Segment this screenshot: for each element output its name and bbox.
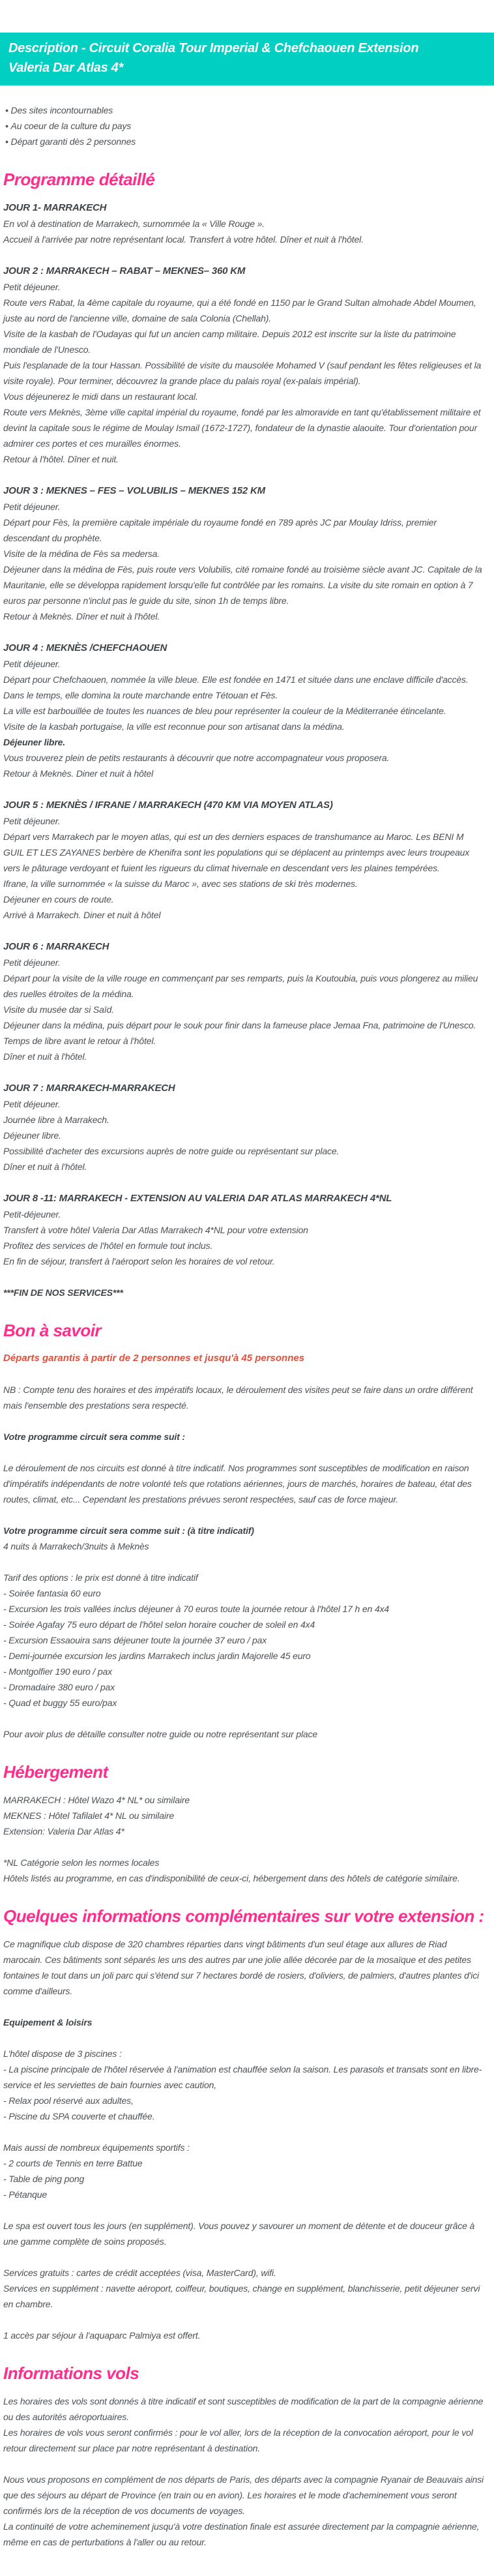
paragraph: - Piscine du SPA couverte et chauffée. bbox=[3, 2111, 155, 2121]
paragraph: Visite du musée dar si Saïd. bbox=[3, 1004, 114, 1015]
paragraph: 4 nuits à Marrakech/3nuits à Meknès bbox=[3, 1541, 149, 1551]
paragraph: Petit déjeuner. bbox=[3, 1099, 61, 1109]
paragraph: - La piscine principale de l'hôtel réservée à l'animation est chauffée selon la saison. Les parasols et transats sont en libre-service et les serviettes de bain fournies avec caution, bbox=[3, 2064, 482, 2090]
paragraph: - Dromadaire 380 euro / pax bbox=[3, 1682, 115, 1692]
highlight-item: • Des sites incontournables bbox=[3, 102, 485, 118]
paragraph: Retour à l'hôtel. Dîner et nuit. bbox=[3, 454, 119, 464]
paragraph: Le spa est ouvert tous les jours (en supplément). Vous pouvez y savourer un moment de détente et de douceur grâce à une gamme complète de soins proposés. bbox=[3, 2221, 475, 2247]
paragraph: 1 accès par séjour à l'aquaparc Palmiya est offert. bbox=[3, 2330, 201, 2341]
paragraph: Tarif des options : le prix est donné à titre indicatif bbox=[3, 1572, 198, 1583]
paragraph: Vous déjeunerez le midi dans un restaurant local. bbox=[3, 391, 198, 402]
paragraph: Retour à Meknès. Diner et nuit à hôtel bbox=[3, 768, 154, 779]
bold-paragraph: ***FIN DE NOS SERVICES*** bbox=[3, 1287, 123, 1298]
paragraph: Dans le temps, elle domina la route marchande entre Tétouan et Fès. bbox=[3, 690, 278, 700]
paragraph: - Soirée Agafay 75 euro départ de l'hôtel selon horaire coucher de soleil en 4x4 bbox=[3, 1619, 315, 1630]
paragraph: Arrivé à Marrakech. Diner et nuit à hôtel bbox=[3, 910, 161, 920]
section-heading: Programme détaillé bbox=[3, 170, 155, 189]
paragraph: - Demi-journée excursion les jardins Marrakech inclus jardin Majorelle 45 euro bbox=[3, 1651, 311, 1661]
paragraph: *NL Catégorie selon les normes locales bbox=[3, 1857, 160, 1868]
paragraph: Visite de la kasbah de l'Oudayas qui fut un ancien camp militaire. Depuis 2012 est inscrite sur la liste du patrimoine mondiale de l'Unesco. bbox=[3, 329, 456, 355]
bold-paragraph: Votre programme circuit sera comme suit : (à titre indicatif) bbox=[3, 1525, 254, 1536]
paragraph: Transfert à votre hôtel Valeria Dar Atlas Marrakech 4*NL pour votre extension bbox=[3, 1225, 308, 1235]
paragraph: Puis l'esplanade de la tour Hassan. Possibilité de visite du mausolée Mohamed V (sauf pendant les fêtes religieuses et la visite royale). Pour terminer, découvrez la grande place du palais royal (ex-palais impérial). bbox=[3, 360, 482, 386]
spacer bbox=[3, 1999, 485, 2014]
paragraph: - Excursion Essaouira sans déjeuner toute la journée 37 euro / pax bbox=[3, 1635, 267, 1645]
section-heading: Informations vols bbox=[3, 2363, 139, 2383]
paragraph: - 2 courts de Tennis en terre Battue bbox=[3, 2158, 143, 2168]
paragraph: Services en supplément : navette aéroport, coiffeur, boutiques, change en supplément, blanchisserie, petit déjeuner servi en chambre. bbox=[3, 2283, 480, 2309]
paragraph: Route vers Rabat, la 4ème capitale du royaume, qui a été fondé en 1150 par le Grand Sultan almohade Abdel Moumen, juste au nord de l'ancienne ville, domaine de sala Colonia (Chellah). bbox=[3, 297, 476, 323]
paragraph: Retour à Meknès. Dîner et nuit à l'hôtel. bbox=[3, 611, 160, 622]
day-heading: JOUR 1- MARRAKECH bbox=[3, 202, 107, 213]
paragraph: Le déroulement de nos circuits est donné à titre indicatif. Nos programmes sont susceptibles de modification en raison d'impératifs indépendants de notre volonté tels que rotations aériennes, jours de marchés, horaires de bateau, état des routes, climat, etc... Cependant les prestations prévues seront respectées, sauf cas de force majeur. bbox=[3, 1463, 472, 1505]
paragraph: Petit déjeuner. bbox=[3, 957, 61, 968]
spacer bbox=[3, 624, 485, 640]
paragraph: Départ vers Marrakech par le moyen atlas, qui est un des derniers espaces de transhumance au Maroc. Les BENI M GUIL ET LES ZAYANES berbère de Khenifra sont les populations qui se déplacent au printemps avec leurs troupeaux vers le pâturage verdoyant et fuient les rigueurs du climat hivernale en descendant vers les plaines tempérées. bbox=[3, 831, 470, 873]
spacer bbox=[3, 2312, 485, 2328]
paragraph: Déjeuner dans la médina de Fès, puis route vers Volubilis, cité romaine fondé au troisième siècle avant JC. Capitale de la Mauritanie, elle se développa rapidement lorsqu'elle fut contrôlée par les romains. La visite du site romain en option à 7 euros par personne n'inclut pas le guide du site, sinon 1h de temps libre. bbox=[3, 564, 482, 606]
paragraph: Les horaires des vols sont donnés à titre indicatif et sont susceptibles de modification de la part de la compagnie aérienne ou des autorités aéroportuaires. bbox=[3, 2396, 484, 2422]
paragraph: Ifrane, la ville surnommée « la suisse du Maroc », avec ses stations de ski très modernes. bbox=[3, 878, 358, 889]
spacer bbox=[3, 1711, 485, 1726]
paragraph: Extension: Valeria Dar Atlas 4* bbox=[3, 1826, 124, 1836]
paragraph: Départ pour la visite de la ville rouge en commençant par ses remparts, puis la Koutoubia, puis vous plongerez au milieu des ruelles étroites de la médina. bbox=[3, 973, 478, 999]
paragraph: Déjeuner dans la médina, puis départ pour le souk pour finir dans la fameuse place Jemaa Fna, patrimoine de l'Unesco. bbox=[3, 1020, 476, 1030]
spacer bbox=[3, 2456, 485, 2472]
paragraph: NB : Compte tenu des horaires et des impératifs locaux, le déroulement des visites peut se faire dans un ordre différent mais l'ensemble des prestations sera respecté. bbox=[3, 1385, 473, 1411]
paragraph: MEKNES : Hôtel Tafilalet 4* NL ou similaire bbox=[3, 1810, 174, 1821]
guarantee-note: Départs garantis à partir de 2 personnes et jusqu'à 45 personnes bbox=[3, 1353, 305, 1364]
paragraph: Petit-déjeuner. bbox=[3, 1209, 61, 1220]
spacer bbox=[3, 1839, 485, 1855]
paragraph: En fin de séjour, transfert à l'aéroport selon les horaires de vol retour. bbox=[3, 1256, 275, 1266]
paragraph: La ville est barbouillée de toutes les nuances de bleu pour représenter la couleur de la Méditerranée étincelante. bbox=[3, 706, 446, 716]
highlight-item: • Au coeur de la culture du pays bbox=[3, 118, 485, 134]
spacer bbox=[3, 1366, 485, 1382]
paragraph: Dîner et nuit à l'hôtel. bbox=[3, 1161, 87, 1172]
paragraph: Accueil à l'arrivée par notre représentant local. Transfert à votre hôtel. Dîner et nuit à l'hôtel. bbox=[3, 234, 364, 245]
section-heading: Bon à savoir bbox=[3, 1321, 102, 1340]
paragraph: La continuité de votre acheminement jusqu'à votre destination finale est assurée directement par la compagnie aérienne, même en cas de perturbations à l'aller ou au retour. bbox=[3, 2521, 480, 2547]
paragraph: Petit déjeuner. bbox=[3, 816, 61, 826]
paragraph: Dîner et nuit à l'hôtel. bbox=[3, 1051, 87, 1062]
paragraph: Services gratuits : cartes de crédit acceptées (visa, MasterCard), wifi. bbox=[3, 2268, 276, 2278]
paragraph: Vous trouverez plein de petits restaurants à découvrir que notre accompagnateur vous proposera. bbox=[3, 753, 390, 763]
paragraph: Départ pour Fès, la première capitale impériale du royaume fondé en 789 après JC par Moulay Idriss, premier descendant du prophète. bbox=[3, 517, 437, 543]
paragraph: Hôtels listés au programme, en cas d'indisponibilité de ceux-ci, hébergement dans des hôtels de catégorie similaire. bbox=[3, 1873, 460, 1883]
spacer bbox=[3, 2124, 485, 2140]
day-heading: JOUR 8 -11: MARRAKECH - EXTENSION AU VALERIA DAR ATLAS MARRAKECH 4*NL bbox=[3, 1193, 392, 1204]
paragraph: Pour avoir plus de détaille consulter notre guide ou notre représentant sur place bbox=[3, 1729, 318, 1739]
paragraph: Nous vous proposons en complément de nos départs de Paris, des départs avec la compagnie Ryanair de Beauvais ainsi que des séjours au départ de Province (en train ou en avion). Les horaires et le mode d'acheminement vous seront confirmés lors de la réception de vos documents de voyages. bbox=[3, 2474, 484, 2516]
day-heading: JOUR 3 : MEKNES – FES – VOLUBILIS – MEKNES 152 KM bbox=[3, 485, 265, 496]
bold-paragraph: Déjeuner libre. bbox=[3, 737, 66, 747]
document-blocks bbox=[0, 102, 494, 2550]
spacer bbox=[3, 781, 485, 797]
day-heading: JOUR 5 : MEKNÈS / IFRANE / MARRAKECH (470 KM VIA MOYEN ATLAS) bbox=[3, 800, 333, 811]
spacer bbox=[3, 2249, 485, 2265]
spacer bbox=[3, 1269, 485, 1285]
paragraph: En vol à destination de Marrakech, surnommée la « Ville Rouge ». bbox=[3, 218, 265, 229]
paragraph: Temps de libre avant le retour à l'hôtel. bbox=[3, 1036, 156, 1046]
paragraph: Petit déjeuner. bbox=[3, 282, 61, 292]
paragraph: Visite de la médina de Fès sa medersa. bbox=[3, 548, 160, 559]
paragraph: L'hôtel dispose de 3 piscines : bbox=[3, 2048, 122, 2059]
paragraph: - Pétanque bbox=[3, 2189, 47, 2200]
day-heading: JOUR 7 : MARRAKECH-MARRAKECH bbox=[3, 1083, 175, 1094]
spacer bbox=[3, 1554, 485, 1570]
paragraph: Mais aussi de nombreux équipements sportifs : bbox=[3, 2142, 190, 2153]
paragraph: Déjeuner en cours de route. bbox=[3, 894, 114, 905]
bold-paragraph: Votre programme circuit sera comme suit : bbox=[3, 1431, 185, 1442]
day-heading: JOUR 4 : MEKNÈS /CHEFCHAOUEN bbox=[3, 642, 167, 653]
paragraph: Petit déjeuner. bbox=[3, 502, 61, 512]
paragraph: - Relax pool réservé aux adultes, bbox=[3, 2095, 134, 2106]
paragraph: Visite de la kasbah portugaise, la ville est reconnue pour son artisanat dans la médina. bbox=[3, 721, 345, 732]
paragraph: - Soirée fantasia 60 euro bbox=[3, 1588, 101, 1598]
paragraph: - Excursion les trois vallées inclus déjeuner à 70 euros toute la journée retour à l'hôtel 17 h en 4x4 bbox=[3, 1604, 390, 1614]
spacer bbox=[3, 1507, 485, 1523]
spacer bbox=[3, 2030, 485, 2046]
document-header bbox=[0, 33, 494, 85]
spacer bbox=[3, 1445, 485, 1460]
day-heading: JOUR 2 : MARRAKECH – RABAT – MEKNES– 360 KM bbox=[3, 265, 246, 277]
paragraph: Ce magnifique club dispose de 320 chambres réparties dans vingt bâtiments d'un seul étage aux allures de Riad marocain. Ces bâtiments sont séparés les uns des autres par une jolie allée décorée par de la mosaïque et des petites fontaines le tout dans un joli parc qui s'étend sur 7 hectares bordé de rosiers, d'oliviers, de palmiers, d'autres plantes d'ici comme d'ailleurs. bbox=[3, 1939, 480, 1996]
spacer bbox=[3, 467, 485, 483]
paragraph: Route vers Meknès, 3ème ville capital impérial du royaume, fondé par les almoravide en tant qu'établissement militaire et devint la capitale sous le régime de Moulay Ismail (1672-1727), fondateur de la dynastie alaouite. Tour d'orientation pour admirer ces portes et ces murailles énormes. bbox=[3, 407, 481, 449]
paragraph: Journée libre à Marrakech. bbox=[3, 1115, 109, 1125]
paragraph: - Montgolfier 190 euro / pax bbox=[3, 1666, 113, 1677]
spacer bbox=[3, 1413, 485, 1429]
spacer bbox=[3, 247, 485, 263]
paragraph: Petit déjeuner. bbox=[3, 659, 61, 669]
spacer bbox=[3, 923, 485, 938]
paragraph: - Quad et buggy 55 euro/pax bbox=[3, 1698, 117, 1708]
paragraph: Départ pour Chefchaouen, nommée la ville bleue. Elle est fondée en 1471 et située dans une enclave difficile d'accès. bbox=[3, 674, 469, 685]
paragraph: MARRAKECH : Hôtel Wazo 4* NL* ou similaire bbox=[3, 1795, 190, 1805]
paragraph: Les horaires de vols vous seront confirmés : pour le vol aller, lors de la réception de la convocation aéroport, pour le vol retour directement sur place par notre représentant à destination. bbox=[3, 2427, 473, 2453]
section-heading: Quelques informations complémentaires sur votre extension : bbox=[3, 1906, 484, 1926]
spacer bbox=[3, 1175, 485, 1190]
paragraph: - Table de ping pong bbox=[3, 2174, 85, 2184]
bold-paragraph: Equipement & loisirs bbox=[3, 2017, 93, 2028]
spacer bbox=[3, 2202, 485, 2218]
highlight-item: • Départ garanti dès 2 personnes bbox=[3, 134, 485, 149]
page-title: Description - Circuit Coralia Tour Imperial & Chefchaouen Extension Valeria Dar Atlas 4* bbox=[8, 41, 419, 75]
day-heading: JOUR 6 : MARRAKECH bbox=[3, 941, 109, 952]
spacer bbox=[3, 1064, 485, 1080]
paragraph: Déjeuner libre. bbox=[3, 1130, 61, 1141]
paragraph: Profitez des services de l'hôtel en formule tout inclus. bbox=[3, 1240, 213, 1251]
section-heading: Hébergement bbox=[3, 1762, 108, 1782]
paragraph: Possibilité d'acheter des excursions auprès de notre guide ou représentant sur place. bbox=[3, 1146, 340, 1156]
